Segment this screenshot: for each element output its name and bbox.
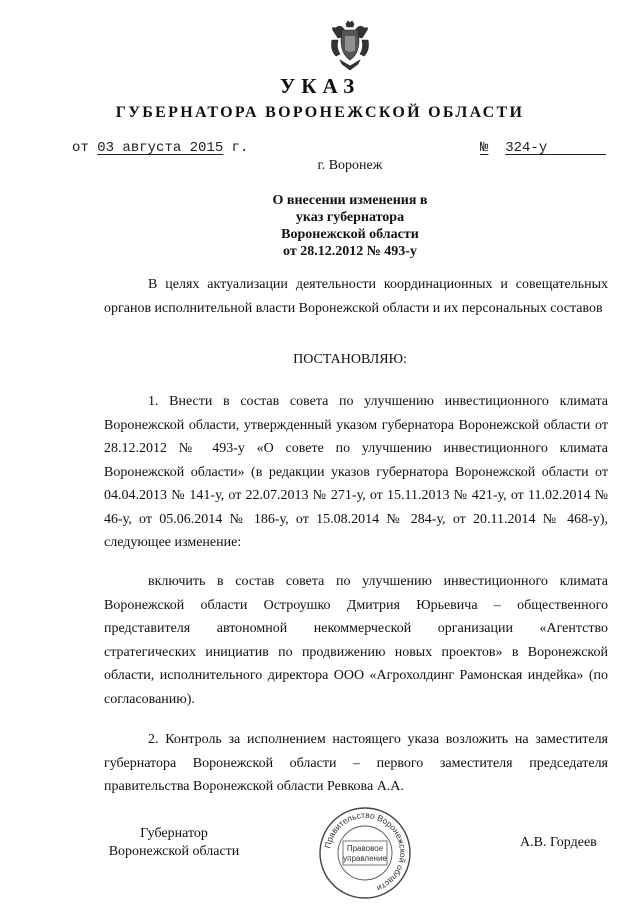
number-value: 324-у [505,140,548,156]
document-title: УКАЗ [279,74,361,98]
item-2-paragraph: 2. Контроль за исполнением настоящего указа возложить на заместителя губернатора Воронежской области – первого заместителя председателя правительства Воронежской области Ревкова А.А. [104,732,608,794]
subject-line: О внесении изменения в [272,193,428,208]
seal-ring-text: Правительство Воронежской области [322,809,409,894]
position-line: Воронежской области [108,844,240,859]
seal-center-line: Правовое [346,844,384,853]
document-subtitle: ГУБЕРНАТОРА ВОРОНЕЖСКОЙ ОБЛАСТИ [115,104,525,121]
document-subject [200,192,500,260]
seal-center-line: управление [343,854,387,863]
coat-of-arms-icon [326,20,374,72]
item-1-change-paragraph: включить в состав совета по улучшению инвестиционного климата Воронежской области Остроушко Дмитрия Юрьевича – общественного представителя автономной некоммерческой организации «Агентство стратегических инициатив по продвижению новых проектов» в Воронежской области, исполнительного директора ООО «Агрохолдинг Рамонская индейка» (по согласованию). [104,574,608,707]
date-value: 03 августа 2015 [97,140,224,156]
document-date [72,140,248,156]
subject-line: Воронежской области [281,227,419,242]
date-prefix: от [72,140,89,156]
signatory-name: А.В. Гордеев [520,835,597,850]
legal-department-stamp [318,806,412,900]
decree-word: ПОСТАНОВЛЯЮ: [293,352,407,367]
signatory-position [100,825,248,861]
position-line: Губернатор [140,826,208,841]
subject-line: от 28.12.2012 № 493-у [283,244,417,259]
document-city: г. Воронеж [317,158,383,173]
item-1-paragraph: 1. Внести в состав совета по улучшению инвестиционного климата Воронежской области, утвержденный указом губернатора Воронежской области от 28.12.2012 № 493-у «О совете по улучшению инвестиционного климата Воронежской области» (в редакции указов губернатора Воронежской области от 04.04.2013 № 141-у, от 22.07.2013 № 271-у, от 15.11.2013 № 421-у, от 11.02.2014 № 46-у, от 05.06.2014 № 186-у, от 15.08.2014 № 284-у, от 20.11.2014 № 468-у), следующее изменение: [104,394,608,550]
subject-line: указ губернатора [295,210,405,225]
date-suffix: г. [231,140,249,156]
document-number [480,140,606,156]
number-prefix: № [480,140,489,156]
preamble-paragraph: В целях актуализации деятельности координационных и совещательных органов исполнительной власти Воронежской области и их персональных составов [104,277,608,316]
